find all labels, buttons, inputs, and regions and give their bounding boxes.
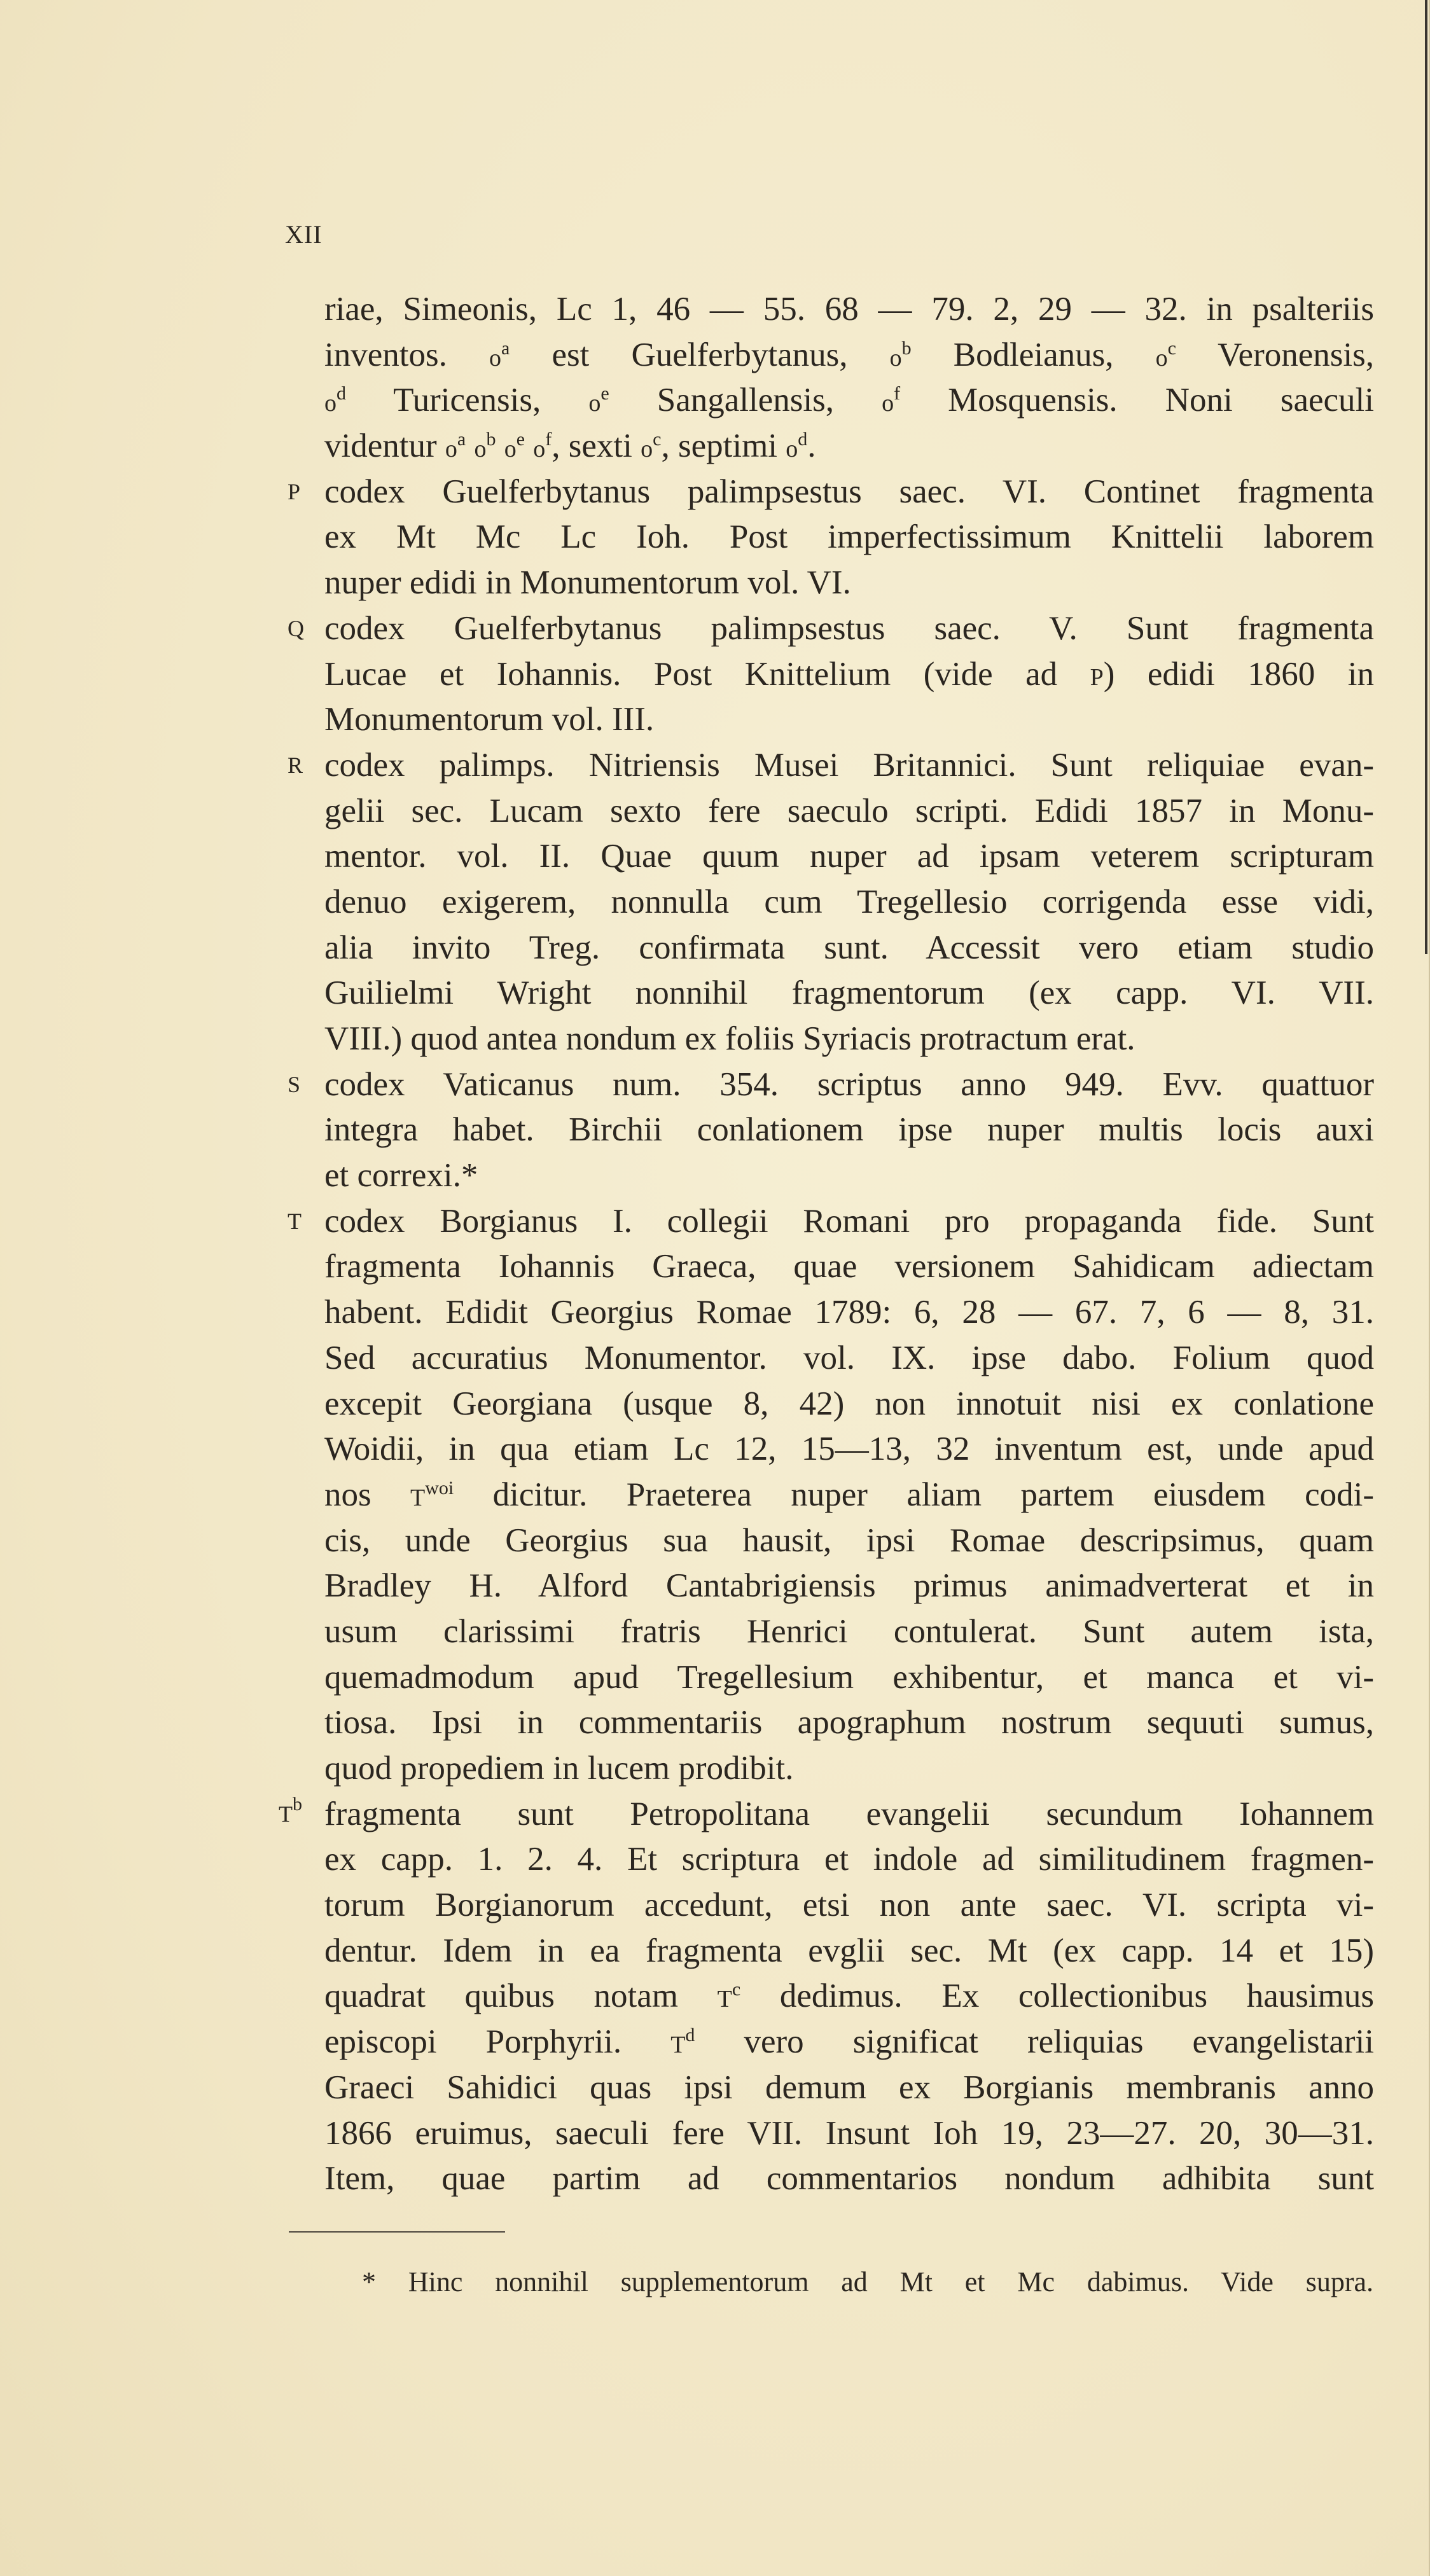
siglum-letter: o — [1155, 344, 1168, 371]
text-run: episcopi Porphyrii. — [324, 2023, 671, 2061]
entry-first-line — [288, 469, 1374, 515]
siglum-superscript: d — [337, 383, 346, 405]
siglum-superscript: b — [486, 429, 496, 450]
text-line — [324, 333, 1374, 378]
footnote: * Hinc nonnihil supplementorum ad Mt et Mc dabimus. Vide supra. — [362, 2266, 1373, 2297]
text-run: Woidii, in qua etiam Lc 12, 15—13, 32 inventum est, unde apud — [324, 1430, 1374, 1468]
siglum-reference: P — [1090, 663, 1104, 691]
text-line — [324, 2111, 1374, 2157]
text-run: Turicensis, — [346, 382, 589, 419]
text-run: codex Guelferbytanus palimpsestus saec. VI. Continet fragmenta — [324, 473, 1374, 510]
text-run: excepit Georgiana (usque 8, 42) non innotuit nisi ex conlatione — [324, 1385, 1374, 1422]
siglum-superscript: c — [653, 429, 662, 450]
text-run: cis, unde Georgius sua hausit, ipsi Romae descripsimus, quam — [324, 1521, 1374, 1559]
siglum-letter: o — [504, 436, 517, 463]
text-line — [324, 515, 1374, 560]
text-run: ex Mt Mc Lc Ioh. Post imperfectissimum Knittelii laborem — [324, 518, 1374, 556]
codex-siglum — [288, 1199, 302, 1245]
siglum-superscript: d — [685, 2025, 695, 2046]
text-run: codex Vaticanus num. 354. scriptus anno 949. Evv. quattuor — [324, 1065, 1374, 1103]
text-run: 1866 eruimus, saeculi fere VII. Insunt Ioh 19, 23—27. 20, 30—31. — [324, 2114, 1374, 2152]
text-line — [324, 1518, 1374, 1564]
text-line — [324, 287, 1374, 333]
siglum-letter: T — [279, 1801, 293, 1827]
manuscript-siglum — [670, 2023, 695, 2060]
text-line — [324, 1883, 1374, 1929]
text-run: codex Guelferbytanus palimpsestus saec. V. Sunt fragmenta — [324, 609, 1374, 647]
siglum-letter: o — [889, 344, 902, 371]
text-run: alia invito Treg. confirmata sunt. Accessit vero etiam studio — [324, 929, 1374, 966]
codex-siglum — [288, 606, 304, 652]
text-run: Graeci Sahidici quas ipsi demum ex Borgianis membranis anno — [324, 2068, 1374, 2106]
siglum-superscript: d — [798, 429, 808, 450]
text-run: dedimus. Ex collectionibus hausimus — [740, 1977, 1375, 2015]
text-line — [324, 1016, 1374, 1062]
text-line — [324, 2156, 1374, 2202]
text-line — [324, 1837, 1374, 1883]
entry-first-line — [288, 1062, 1374, 1108]
text-line — [324, 652, 1374, 698]
text-line — [324, 1153, 1374, 1199]
manuscript-siglum — [718, 1977, 741, 2014]
text-run: riae, Simeonis, Lc 1, 46 — 55. 68 — 79. 2, 29 — 32. in psalteriis — [324, 291, 1374, 328]
codex-siglum — [279, 1792, 302, 1838]
siglum-superscript: a — [457, 429, 466, 450]
text-line — [324, 378, 1374, 424]
text-line — [324, 880, 1374, 925]
manuscript-siglum — [1156, 336, 1176, 373]
text-run: quadrat quibus notam — [324, 1977, 718, 2015]
manuscript-siglum — [588, 382, 609, 419]
text-run: , septimi — [661, 427, 786, 465]
text-run: fragmenta sunt Petropolitana evangelii secundum Iohannem — [324, 1795, 1374, 1832]
text-run: est Guelferbytanus, — [510, 336, 890, 373]
text-run: Bradley H. Alford Cantabrigiensis primus animadverterat et in — [324, 1567, 1374, 1605]
text-line — [324, 789, 1374, 834]
siglum-letter: o — [533, 436, 546, 463]
siglum-letter: T — [670, 2032, 686, 2059]
text-run: codex Borgianus I. collegii Romani pro propaganda fide. Sunt — [324, 1202, 1374, 1240]
codex-siglum — [288, 743, 303, 789]
text-line — [324, 1336, 1374, 1381]
siglum-superscript: a — [501, 337, 510, 359]
siglum-letter: o — [324, 390, 337, 417]
text-run: Veronensis, — [1176, 336, 1374, 373]
siglum-letter: P — [288, 478, 301, 504]
text-run: nuper edidi in Monumentorum vol. VI. — [324, 564, 851, 602]
text-run: Item, quae partim ad commentarios nondum adhibita sunt — [324, 2160, 1374, 2198]
siglum-superscript: f — [545, 429, 552, 450]
siglum-letter: T — [288, 1208, 302, 1234]
siglum-letter: o — [786, 436, 798, 463]
siglum-letter: R — [288, 752, 303, 778]
text-run: gelii sec. Lucam sexto fere saeculo scripti. Edidi 1857 in Monu- — [324, 792, 1374, 829]
text-line — [324, 424, 1374, 469]
text-run: . — [807, 427, 816, 465]
siglum-letter: T — [410, 1484, 426, 1511]
text-run: codex palimps. Nitriensis Musei Britannici. Sunt reliquiae evan- — [324, 746, 1374, 784]
text-run: Guilielmi Wright nonnihil fragmentorum (ex capp. VI. VII. — [324, 974, 1374, 1012]
text-run: dicitur. Praeterea nuper aliam partem eiusdem codi- — [454, 1476, 1374, 1513]
text-run: quod propediem in lucem prodibit. — [324, 1750, 794, 1787]
siglum-letter: S — [288, 1071, 301, 1097]
text-line — [324, 1700, 1374, 1746]
text-line — [324, 1107, 1374, 1153]
page-number: XII — [285, 220, 323, 249]
text-run: nos — [324, 1476, 411, 1513]
manuscript-siglum — [324, 382, 346, 419]
text-run — [525, 427, 533, 464]
text-run: Lucae et Iohannis. Post Knittelium (vide ad — [324, 655, 1090, 693]
manuscript-siglum — [474, 427, 496, 464]
text-line — [324, 1472, 1374, 1518]
siglum-superscript: woi — [425, 1477, 454, 1499]
siglum-letter: o — [641, 436, 653, 463]
text-line — [324, 560, 1374, 606]
text-run: habent. Edidit Georgius Romae 1789: 6, 28 — 67. 7, 6 — 8, 31. — [324, 1294, 1374, 1331]
entry-first-line — [279, 1792, 1374, 1838]
body-text — [279, 287, 1375, 2202]
text-run: Bodleianus, — [911, 336, 1156, 373]
text-run: Sangallensis, — [609, 382, 882, 419]
manuscript-siglum — [533, 427, 552, 464]
siglum-superscript: f — [894, 383, 901, 405]
text-line — [324, 697, 1374, 743]
siglum-superscript: b — [901, 337, 912, 359]
text-line — [324, 1746, 1374, 1792]
text-line — [324, 1655, 1374, 1701]
manuscript-siglum — [641, 427, 661, 464]
text-run: Sed accuratius Monumentor. vol. IX. ipse dabo. Folium quod — [324, 1339, 1374, 1376]
footnote-rule — [289, 2231, 505, 2233]
entry-first-line — [288, 1199, 1374, 1245]
codex-siglum — [288, 1062, 300, 1108]
text-run: videntur — [324, 427, 445, 465]
text-line — [324, 1563, 1374, 1609]
manuscript-siglum — [445, 427, 466, 464]
siglum-superscript: e — [600, 383, 609, 405]
text-run: ) edidi 1860 in — [1103, 655, 1374, 693]
siglum-letter: T — [717, 1986, 732, 2013]
text-run: denuo exigerem, nonnulla cum Tregellesio corrigenda esse vidi, — [324, 883, 1374, 920]
manuscript-siglum — [489, 336, 510, 373]
text-line — [324, 925, 1374, 971]
text-run: vero significat reliquias evangelistarii — [695, 2023, 1374, 2061]
text-run: usum clarissimi fratris Henrici contulerat. Sunt autem ista, — [324, 1612, 1374, 1650]
text-run — [496, 427, 504, 464]
text-line — [324, 834, 1374, 880]
text-run: Mosquensis. Noni saeculi — [900, 382, 1374, 419]
siglum-letter: o — [489, 344, 501, 371]
manuscript-siglum — [882, 382, 900, 419]
siglum-superscript: e — [516, 429, 525, 450]
manuscript-siglum — [410, 1476, 454, 1513]
manuscript-siglum — [786, 427, 807, 464]
siglum-letter: o — [445, 436, 457, 463]
text-line — [324, 1381, 1374, 1427]
text-line — [324, 971, 1374, 1016]
text-line — [324, 1929, 1374, 1974]
text-run: ex capp. 1. 2. 4. Et scriptura et indole ad similitudinem fragmen- — [324, 1841, 1374, 1878]
siglum-superscript: c — [1167, 337, 1176, 359]
siglum-superscript: c — [732, 1979, 741, 2000]
siglum-letter: Q — [288, 615, 304, 641]
text-run: dentur. Idem in ea fragmenta evglii sec. Mt (ex capp. 14 et 15) — [324, 1932, 1374, 1969]
manuscript-siglum — [890, 336, 912, 373]
text-line — [324, 1427, 1374, 1472]
siglum-letter: o — [588, 390, 601, 417]
text-line — [324, 1974, 1374, 2019]
page-edge-shadow — [1425, 0, 1427, 954]
siglum-letter: o — [882, 390, 894, 417]
text-line — [324, 1609, 1374, 1655]
text-run: tiosa. Ipsi in commentariis apographum nostrum sequuti sumus, — [324, 1704, 1374, 1742]
text-run: fragmenta Iohannis Graeca, quae versionem Sahidicam adiectam — [324, 1248, 1374, 1285]
manuscript-siglum — [504, 427, 525, 464]
codex-siglum — [288, 469, 300, 515]
text-run: VIII.) quod antea nondum ex foliis Syriacis protractum erat. — [324, 1020, 1135, 1057]
text-run: mentor. vol. II. Quae quum nuper ad ipsam veterem scripturam — [324, 838, 1374, 875]
text-run: integra habet. Birchii conlationem ipse nuper multis locis auxi — [324, 1111, 1374, 1149]
text-run: inventos. — [324, 336, 489, 373]
text-run: quemadmodum apud Tregellesium exhibentur, et manca et vi- — [324, 1658, 1374, 1696]
text-line — [324, 1290, 1374, 1336]
text-run: et correxi.* — [324, 1157, 478, 1195]
text-run: torum Borgianorum accedunt, etsi non ante saec. VI. scripta vi- — [324, 1887, 1374, 1924]
text-run: Monumentorum vol. III. — [324, 701, 655, 738]
text-line — [324, 2019, 1374, 2065]
text-run — [466, 427, 474, 464]
entry-first-line — [288, 606, 1374, 652]
text-run: , sexti — [552, 427, 641, 465]
siglum-letter: o — [474, 436, 487, 463]
siglum-superscript: b — [293, 1793, 302, 1815]
text-line — [324, 1244, 1374, 1290]
text-line — [324, 2065, 1374, 2111]
entry-first-line — [288, 743, 1374, 789]
